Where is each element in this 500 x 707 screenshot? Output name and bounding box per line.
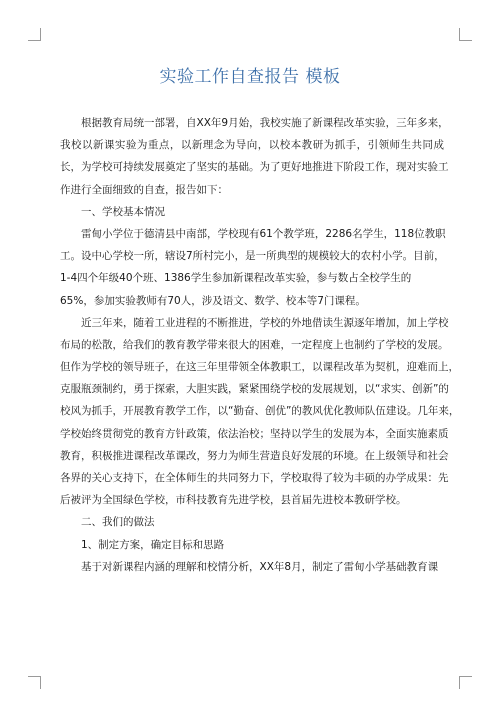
body-line: 后被评为全国绿色学校，市科技教育先进学校，县首届先进校本教研学校。: [60, 494, 407, 507]
body-line: 近三年来，随着工业进程的不断推进，学校的外地借读生源逐年增加，加上学校: [81, 316, 449, 329]
body-line: 65%，参加实验教师有70人，涉及语文、数学、校本等7门课程。: [60, 294, 366, 307]
body-line: 克服瓶颈制约，勇于探索，大胆实践，紧紧围绕学校的发展规划，以“求实、创新”的: [60, 383, 449, 396]
page-corner-mark-top-left: [28, 28, 41, 41]
page-corner-mark-bottom-right: [459, 676, 472, 689]
document-body: [60, 112, 460, 578]
section-heading: 一、学校基本情况: [81, 205, 165, 218]
body-line: 但作为学校的领导班子，在这三年里带领全体教职工，以课程改革为契机，迎难而上，: [60, 361, 459, 374]
section-heading: 二、我们的做法: [81, 516, 155, 529]
document-title: 实验工作自查报告 模板: [159, 67, 341, 87]
body-line: 长，为学校可持续发展奠定了坚实的基础。为了更好地推进下阶段工作，现对实验工: [60, 161, 449, 174]
body-line: 各界的关心支持下，在全体师生的共同努力下，学校取得了较为丰硕的办学成果：先: [60, 472, 449, 484]
body-line: 1-4四个年级40个班、1386学生参加新课程改革实验，参与数占全校学生的: [60, 272, 412, 285]
body-line: 教育，积极推进课程改革课改，努力为师生营造良好发展的环境。在上级领导和社会: [60, 449, 449, 462]
body-line: 工。设中心学校一所，辖设7所村完小，是一所典型的规模较大的农村小学。目前，: [60, 250, 445, 263]
body-line: 学校始终贯彻党的教育方针政策，依法治校；坚持以学生的发展为本，全面实施素质: [60, 427, 449, 440]
body-line: 雷甸小学位于德清县中南部，学校现有61个教学班，2286名学生，118位教职: [81, 227, 446, 240]
page-corner-mark-top-right: [459, 28, 472, 41]
page-corner-mark-bottom-left: [28, 676, 41, 689]
body-line: 我校以新课实验为重点，以新理念为导向，以校本教研为抓手，引领师生共同成: [60, 139, 444, 152]
subsection-heading: 1、制定方案，确定目标和思路: [81, 538, 225, 551]
body-line: 布局的松散，给我们的教育教学带来很大的困难，一定程度上也制约了学校的发展。: [60, 338, 449, 351]
body-line: 校风为抓手，开展教育教学工作，以“勤奋、创优”的教风优化教师队伍建设。几年来，: [60, 405, 460, 418]
body-line: 基于对新课程内涵的理解和校情分析，XX年8月，制定了雷甸小学基础教育课: [81, 560, 439, 573]
body-line: 根据教育局统一部署，自XX年9月始，我校实施了新课程改革实验，三年多来，: [81, 117, 449, 129]
body-line: 作进行全面细致的自查，报告如下：: [60, 183, 228, 196]
